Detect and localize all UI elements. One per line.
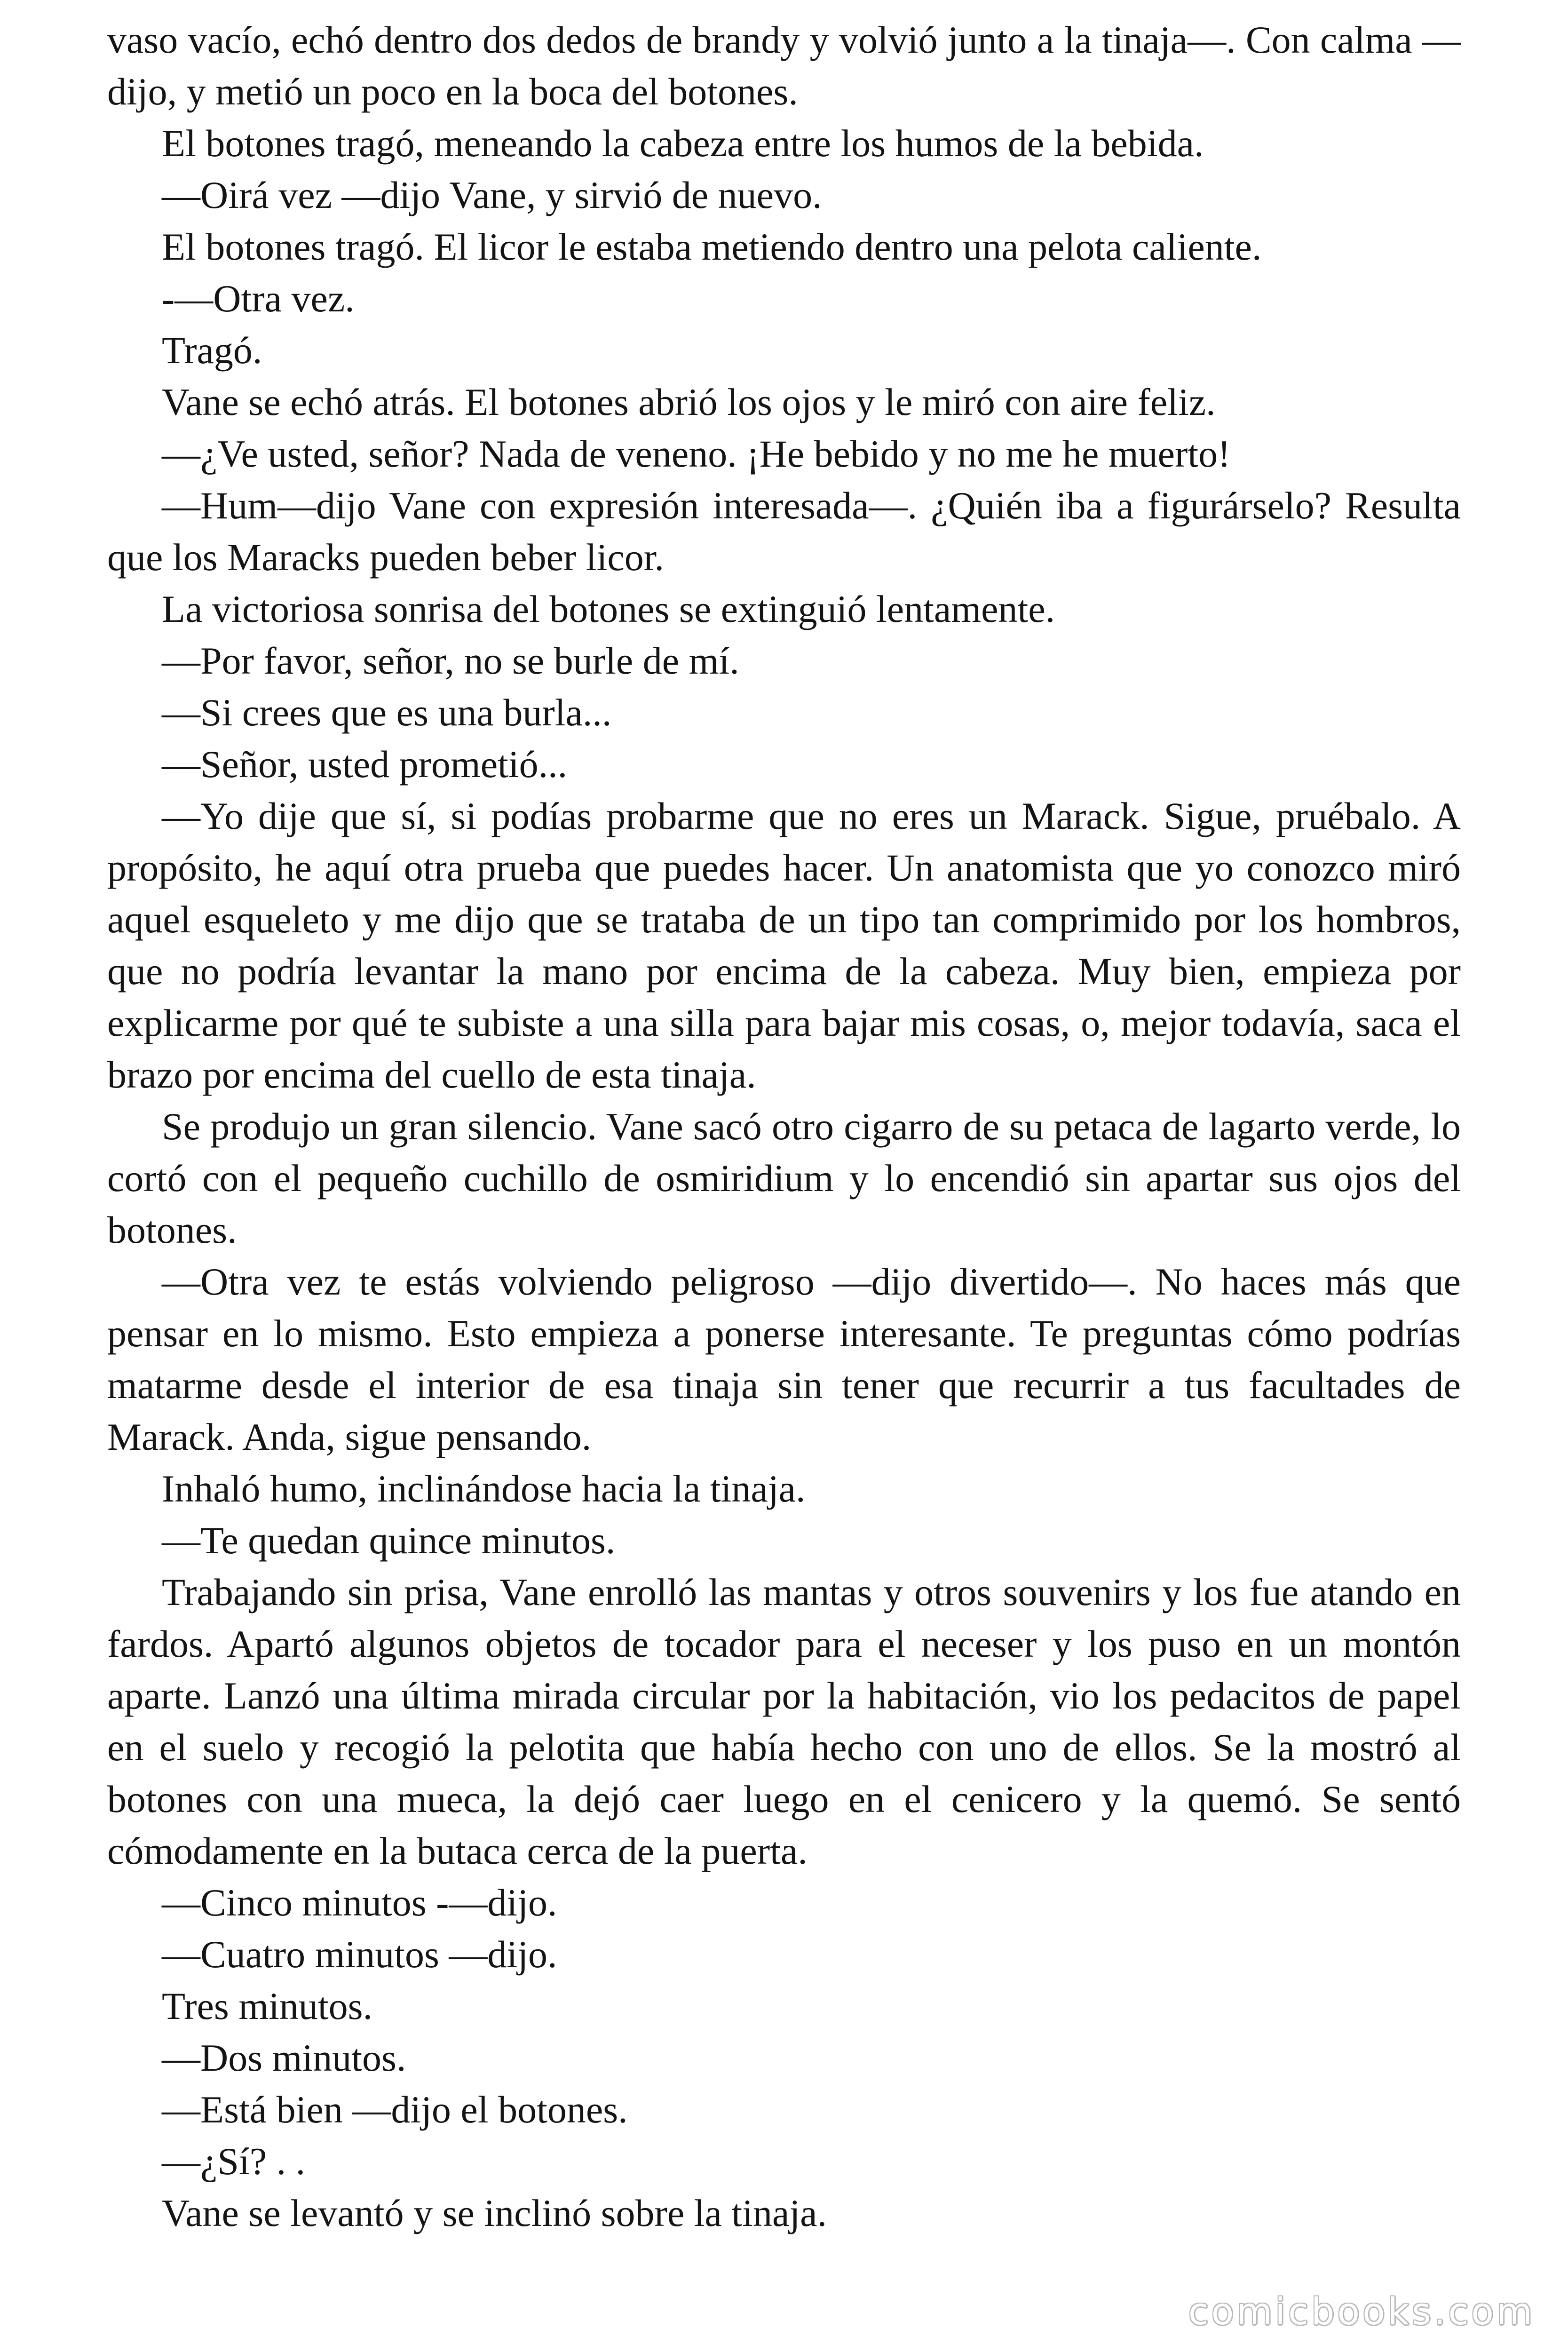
paragraph: —Dos minutos. (162, 2036, 406, 2079)
watermark: comicbooks.com (1188, 2291, 1535, 2333)
paragraph: —Cuatro minutos —dijo. (162, 1933, 557, 1976)
paragraph: —Hum—dijo Vane con expresión interesada—. ¿Quién iba a figurárselo? Resulta que los Maracks pueden beber licor. (107, 484, 1461, 579)
paragraph: Se produjo un gran silencio. Vane sacó otro cigarro de su petaca de lagarto verde, lo cortó con el pequeño cuchillo de osmiridium y lo encendió sin apartar sus ojos del botones. (107, 1105, 1461, 1251)
paragraph: Tragó. (162, 329, 262, 372)
paragraph: El botones tragó, meneando la cabeza entre los humos de la bebida. (162, 122, 1204, 165)
paragraph: La victoriosa sonrisa del botones se extinguió lentamente. (162, 588, 1055, 630)
paragraph: -—Otra vez. (162, 277, 355, 320)
paragraph: Trabajando sin prisa, Vane enrolló las mantas y otros souvenirs y los fue atando en fardos. Apartó algunos objetos de tocador para el neceser y los puso en un montón aparte. Lanzó una última mirada circular por la habitación, vio los pedacitos de papel en el suelo y recogió la pelotita que había hecho con uno de ellos. Se la mostró al botones con una mueca, la dejó caer luego en el cenicero y la quemó. Se sentó cómodamente en la butaca cerca de la puerta. (107, 1571, 1461, 1872)
paragraph: —¿Ve usted, señor? Nada de veneno. ¡He bebido y no me he muerto! (162, 432, 1231, 475)
paragraph: El botones tragó. El licor le estaba metiendo dentro una pelota caliente. (162, 225, 1262, 268)
paragraph: —Por favor, señor, no se burle de mí. (162, 639, 739, 682)
body-text (107, 14, 1461, 2239)
paragraph: Tres minutos. (162, 1985, 373, 2027)
paragraph: —Otra vez te estás volviendo peligroso —dijo divertido—. No haces más que pensar en lo mismo. Esto empieza a ponerse interesante. Te preguntas cómo podrías matarme desde el interior de esa tinaja sin tener que recurrir a tus facultades de Marack. Anda, sigue pensando. (107, 1260, 1461, 1458)
paragraph: vaso vacío, echó dentro dos dedos de brandy y volvió junto a la tinaja—. Con calma —dijo, y metió un poco en la boca del botones. (107, 18, 1461, 113)
paragraph: Inhaló humo, inclinándose hacia la tinaja. (162, 1467, 806, 1510)
paragraph: —Te quedan quince minutos. (162, 1519, 616, 1562)
paragraph: Vane se levantó y se inclinó sobre la tinaja. (162, 2192, 827, 2234)
paragraph: —Cinco minutos -—dijo. (162, 1881, 557, 1924)
paragraph: —Yo dije que sí, si podías probarme que no eres un Marack. Sigue, pruébalo. A propósito, he aquí otra prueba que puedes hacer. Un anatomista que yo conozco miró aquel esqueleto y me dijo que se trataba de un tipo tan comprimido por los hombros, que no podría levantar la mano por encima de la cabeza. Muy bien, empieza por explicarme por qué te subiste a una silla para bajar mis cosas, o, mejor todavía, saca el brazo por encima del cuello de esta tinaja. (107, 795, 1461, 1096)
paragraph: —Señor, usted prometió... (162, 743, 568, 786)
paragraph: —Está bien —dijo el botones. (162, 2088, 628, 2131)
paragraph: —¿Sí? . . (162, 2140, 306, 2183)
paragraph: —Si crees que es una burla... (162, 691, 612, 734)
paragraph: —Oirá vez —dijo Vane, y sirvió de nuevo. (162, 174, 822, 216)
paragraph: Vane se echó atrás. El botones abrió los ojos y le miró con aire feliz. (162, 381, 1216, 423)
